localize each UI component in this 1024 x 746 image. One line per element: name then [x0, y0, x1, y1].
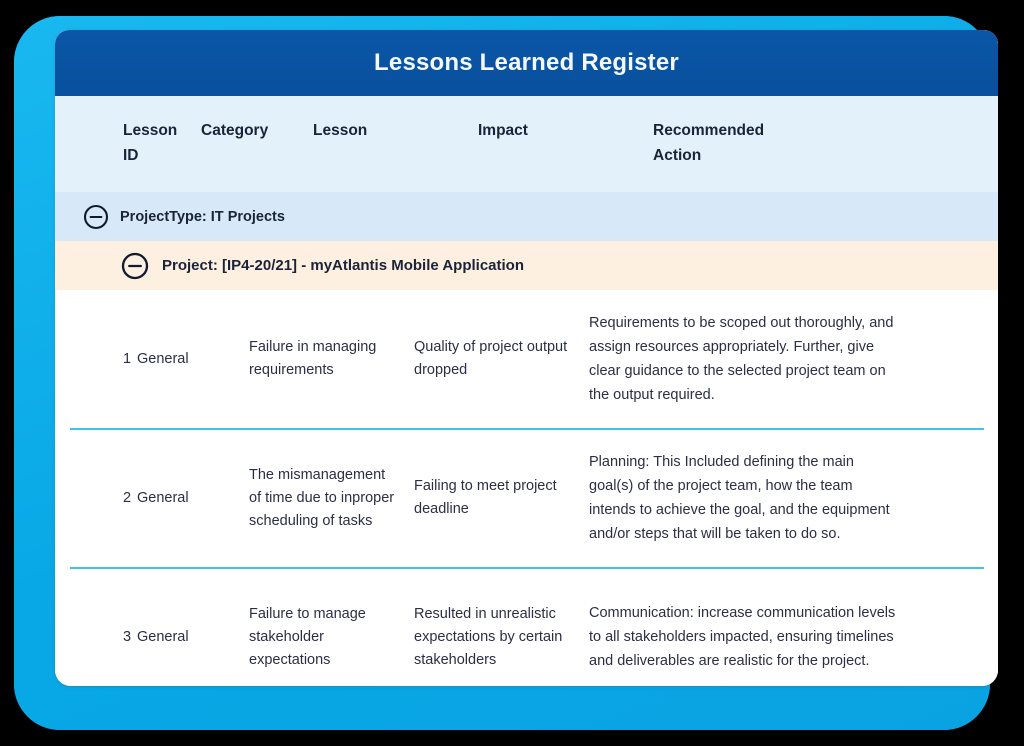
group-row-project-label: Project: [IP4-20/21] - myAtlantis Mobile Application [162, 257, 525, 274]
group-row-project-type-label: ProjectType: IT Projects [120, 208, 285, 225]
cell-lesson: Failure in managing requirements [249, 339, 377, 378]
table-body [55, 290, 998, 686]
page-title: Lessons Learned Register [374, 49, 679, 76]
card-title-bar [55, 30, 998, 96]
table-row[interactable] [55, 429, 998, 567]
column-header-recommended-action [653, 118, 983, 168]
cell-category: General [137, 489, 189, 506]
cell-lesson-id: 2 [123, 489, 132, 506]
table-row[interactable] [55, 568, 998, 686]
minus-circle-icon[interactable] [121, 252, 149, 280]
column-header-lesson-id-line2: ID [123, 147, 139, 164]
group-row-project[interactable] [55, 241, 998, 290]
row-divider-line [70, 567, 984, 569]
lessons-table [55, 96, 998, 686]
group-row-project-type[interactable] [55, 192, 998, 241]
minus-circle-icon[interactable] [83, 204, 109, 230]
row-divider-line [70, 428, 984, 430]
cell-recommended-action: Planning: This Included defining the main goal(s) of the project team, how the team intends to achieve the goal, and the equipment and/or steps that will be taken to do so. [589, 454, 890, 542]
cell-category: General [137, 628, 189, 645]
table-row[interactable] [55, 290, 998, 428]
column-header-recommended-action-line1: Recommended [653, 122, 765, 139]
column-header-lesson: Lesson [313, 122, 368, 139]
cell-lesson: The mismanagement of time due to inproper scheduling of tasks [249, 466, 395, 529]
cell-recommended-action: Communication: increase communication levels to all stakeholders impacted, ensuring timelines and deliverables are realistic for the project. [589, 605, 896, 669]
cell-impact: Failing to meet project deadline [414, 478, 557, 517]
cell-recommended-action: Requirements to be scoped out thoroughly, and assign resources appropriately. Further, give clear guidance to the selected project team on the output required. [589, 315, 894, 403]
cell-impact: Quality of project output dropped [414, 339, 568, 378]
cell-lesson-id: 1 [123, 350, 132, 367]
column-header-category: Category [201, 122, 269, 139]
decorative-device-frame [14, 16, 990, 730]
cell-lesson-id: 3 [123, 628, 132, 645]
row-divider [55, 428, 998, 429]
cell-impact: Resulted in unrealistic expectations by certain stakeholders [414, 605, 563, 668]
column-header-recommended-action-line2: Action [653, 147, 702, 164]
lessons-learned-register-card [55, 30, 998, 686]
column-header-lesson-id-line1: Lesson [123, 122, 178, 139]
row-divider [55, 567, 998, 568]
column-header-impact: Impact [478, 122, 528, 139]
column-header-lesson-id [55, 118, 201, 168]
cell-lesson: Failure to manage stakeholder expectations [249, 605, 366, 668]
cell-category: General [137, 350, 189, 367]
table-header-row [55, 96, 998, 192]
